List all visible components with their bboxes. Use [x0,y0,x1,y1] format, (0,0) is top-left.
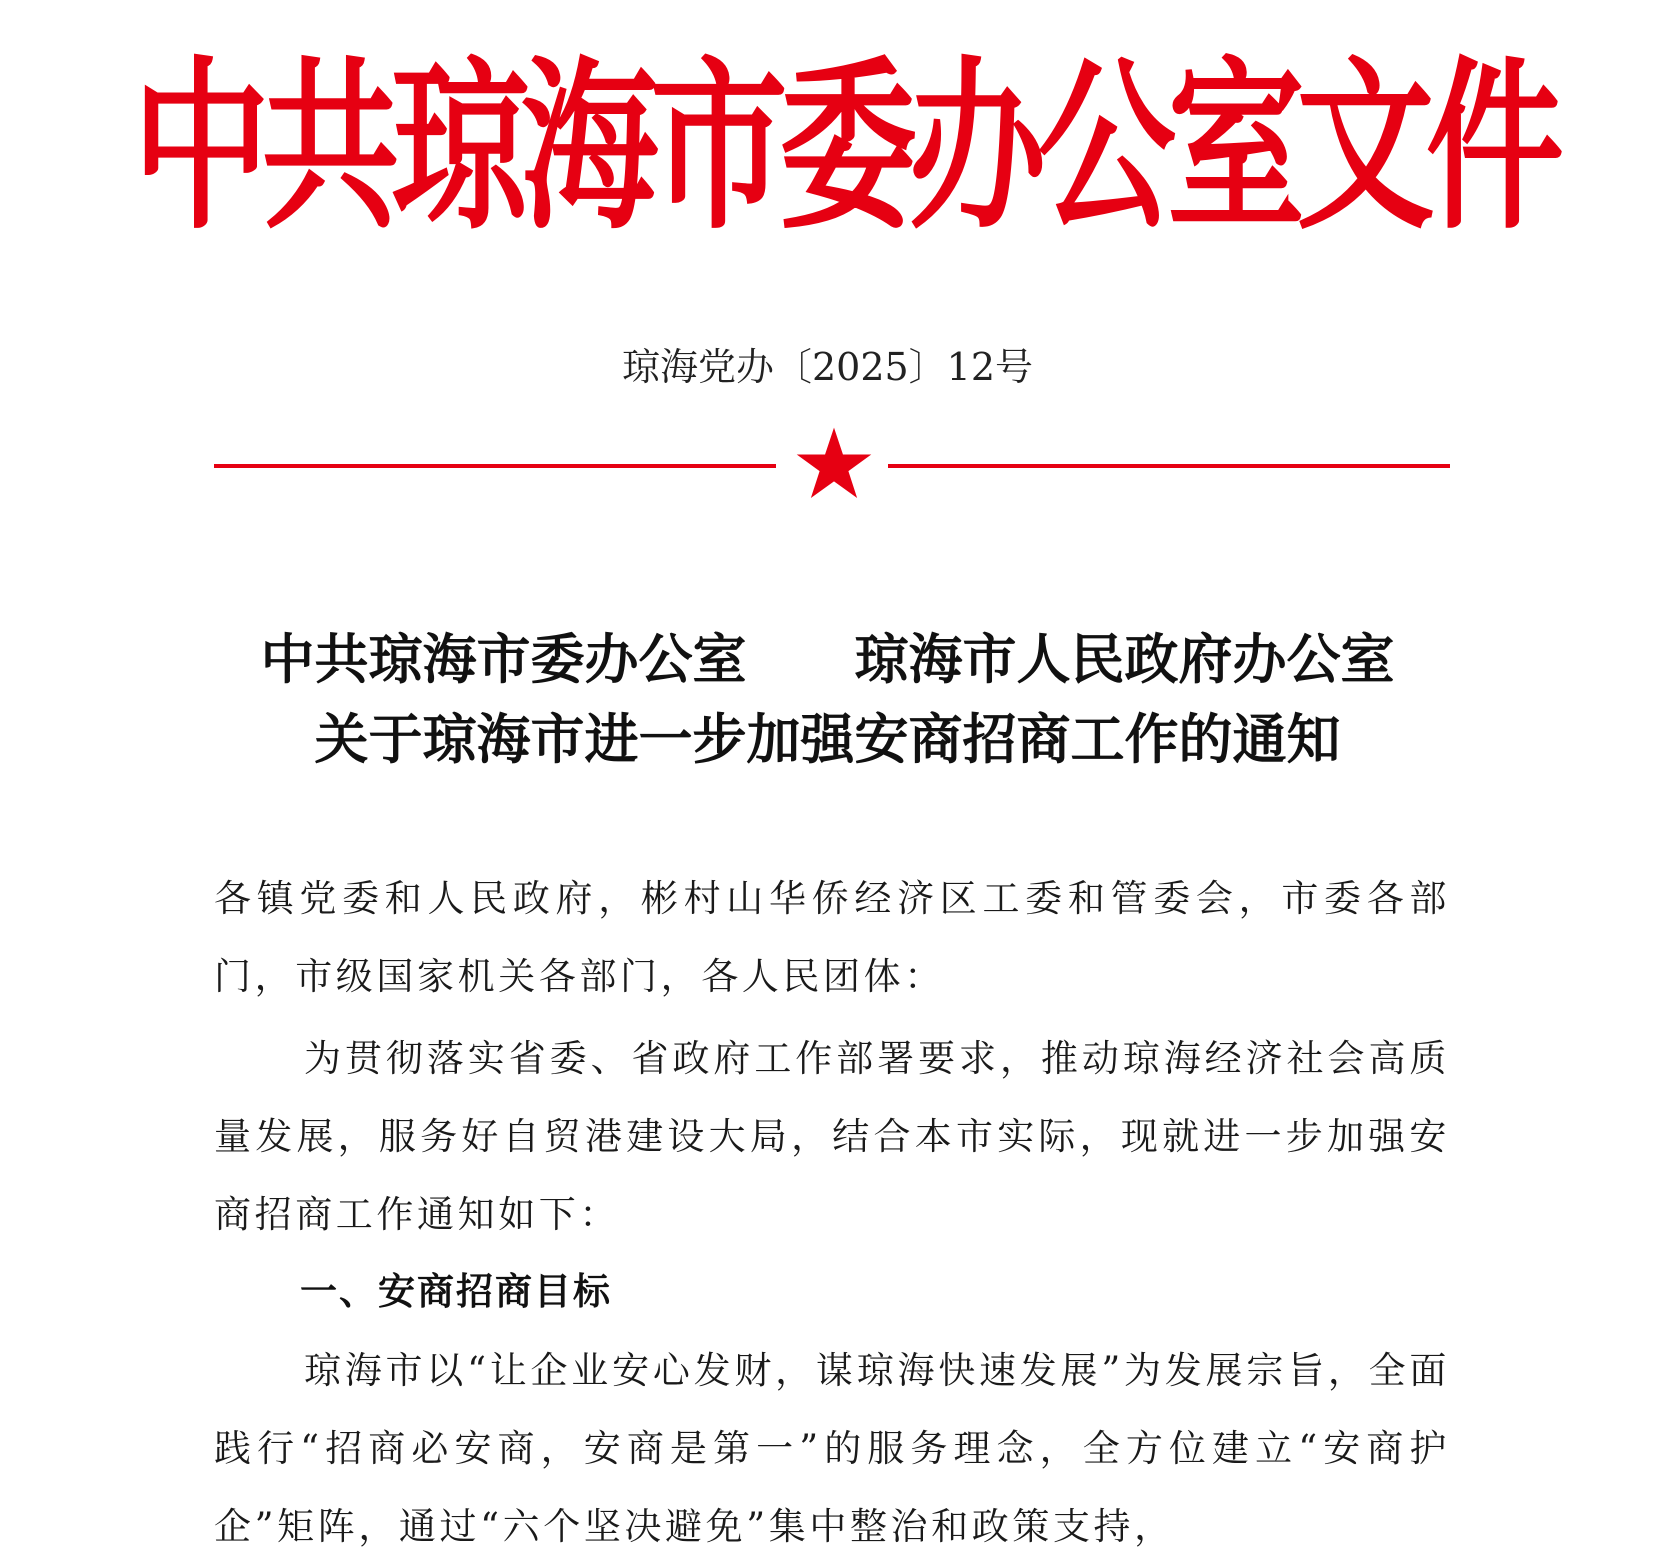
document-title-line-1: 中共琼海市委办公室 琼海市人民政府办公室 [260,627,1395,691]
section-heading: 一、安商招商目标 [300,1270,612,1313]
masthead-title: 中共琼海市委办公室文件 [132,40,1556,255]
document-title-line-2: 关于琼海市进一步加强安商招商工作的通知 [314,707,1341,771]
red-divider-right [888,464,1450,468]
section-paragraph: 琼海市以“让企业安心发财，谋琼海快速发展”为发展宗旨，全面践行“招商必安商，安商是第一”的服务理念，全方位建立“安商护企”矩阵，通过“六个坚决避免”集中整治和政策支持， [214,1349,1450,1548]
salutation: 各镇党委和人民政府，彬村山华侨经济区工委和管委会，市委各部门，市级国家机关各部门，各人民团体： [214,877,1450,998]
red-star-icon [794,426,874,506]
red-divider-left [214,464,776,468]
intro-paragraph: 为贯彻落实省委、省政府工作部署要求，推动琼海经济社会高质量发展，服务好自贸港建设大局，结合本市实际，现就进一步加强安商招商工作通知如下： [214,1037,1450,1236]
document-number: 琼海党办〔2025〕12号 [621,345,1034,389]
